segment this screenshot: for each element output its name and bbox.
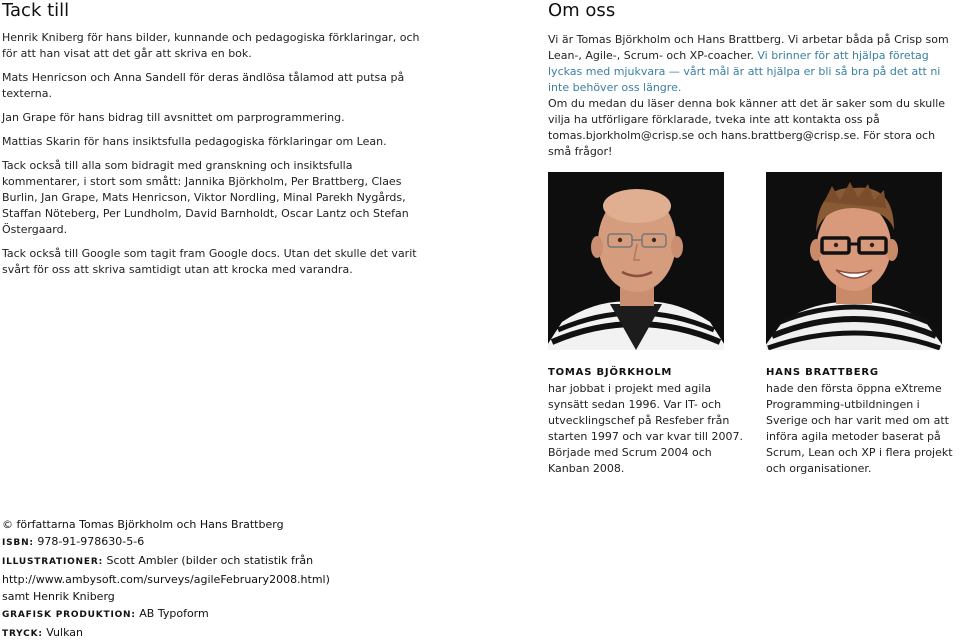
about-title: Om oss — [548, 0, 616, 21]
ack-paragraph-kniberg: Henrik Kniberg för hans bilder, kunnande och pedagogiska förklaringar, och för att han visat att det går att skriva en bok. — [2, 31, 420, 60]
author-name-hans: HANS BRATTBERG — [766, 367, 879, 378]
ack-paragraph-grape: Jan Grape för hans bidrag till avsnittet om parprogrammering. — [2, 111, 345, 124]
author-bio-text-hans: hade den första öppna eXtreme Programming-utbildningen i Sverige och har varit med om att införa agila metoder baserat på Scrum, Lean och XP i flera projekt och organisationer. — [766, 382, 953, 475]
ack-paragraph-skarin: Mattias Skarin för hans insiktsfulla pedagogiska förklaringar om Lean. — [2, 135, 387, 148]
author-name-tomas: TOMAS BJÖRKHOLM — [548, 367, 673, 378]
ack-paragraph-henricson-sandell: Mats Henricson och Anna Sandell för deras ändlösa tålamod att putsa på texterna. — [2, 71, 405, 100]
illustrators-extra: samt Henrik Kniberg — [2, 590, 115, 603]
colophon — [2, 516, 422, 643]
about-intro-text: Vi är Tomas Björkholm och Hans Brattberg. Vi arbetar båda på Crisp som Lean-, Agile-, Scrum- och XP-coacher. — [548, 33, 949, 62]
ack-paragraph-reviewers: Tack också till alla som bidragit med granskning och insiktsfulla kommentarer, i stort som smått: Jannika Björkholm, Per Brattberg, Claes Burlin, Jan Grape, Mats Henricson, Viktor Nordling, Minal Parekh Nygårds, Staffan Nöteberg, Per Lundholm, David Barnholdt, Oscar Lantz och Stefan Östergaard. — [2, 159, 409, 236]
about-mission-text: Vi brinner för att hjälpa företag lyckas med mjukvara — vårt mål är att hjälpa er bli så bra på det att ni inte behöver oss längre. — [548, 49, 941, 94]
about-contact-text: Om du medan du läser denna bok känner att det är saker som du skulle vilja ha utförligare förklarade, tveka inte att kontakta oss på tomas.bjorkholm@crisp.se och hans.brattberg@crisp.se. För stora och små frågor! — [548, 97, 946, 158]
about-intro — [548, 32, 960, 96]
author-photo-tomas — [548, 172, 724, 350]
author-bio-tomas — [548, 366, 744, 477]
illustrators-value: Scott Ambler (bilder och statistik från — [106, 554, 314, 567]
about-section — [548, 0, 960, 160]
illustrators-line — [2, 552, 422, 571]
author-bio-text-tomas: har jobbat i projekt med agila synsätt sedan 1996. Var IT- och utvecklingschef på Resfeber från starten 1997 och var kvar till 2007. Började med Scrum 2004 och Kanban 2008. — [548, 382, 743, 475]
production-value: AB Typoform — [139, 607, 209, 620]
author-photos — [548, 172, 960, 350]
isbn-line — [2, 533, 422, 552]
isbn-label: ISBN: — [2, 538, 34, 548]
print-line — [2, 624, 422, 643]
print-value: Vulkan — [46, 626, 83, 639]
author-bio-hans — [766, 366, 960, 477]
author-photo-hans — [766, 172, 942, 350]
copyright-line: © författarna Tomas Björkholm och Hans Brattberg — [2, 518, 284, 531]
isbn-value: 978-91-978630-5-6 — [37, 535, 145, 548]
illustrators-url: http://www.ambysoft.com/surveys/agileFebruary2008.html) — [2, 573, 330, 586]
print-label: TRYCK: — [2, 629, 43, 639]
production-line — [2, 605, 422, 624]
ack-paragraph-google: Tack också till Google som tagit fram Google docs. Utan det skulle det varit svårt för oss att skriva samtidigt utan att krocka med varandra. — [2, 247, 417, 276]
illustrators-label: ILLUSTRATIONER: — [2, 557, 103, 567]
production-label: GRAFISK PRODUKTION: — [2, 610, 136, 620]
acknowledgements-section — [0, 0, 420, 278]
acknowledgements-title: Tack till — [2, 0, 70, 21]
